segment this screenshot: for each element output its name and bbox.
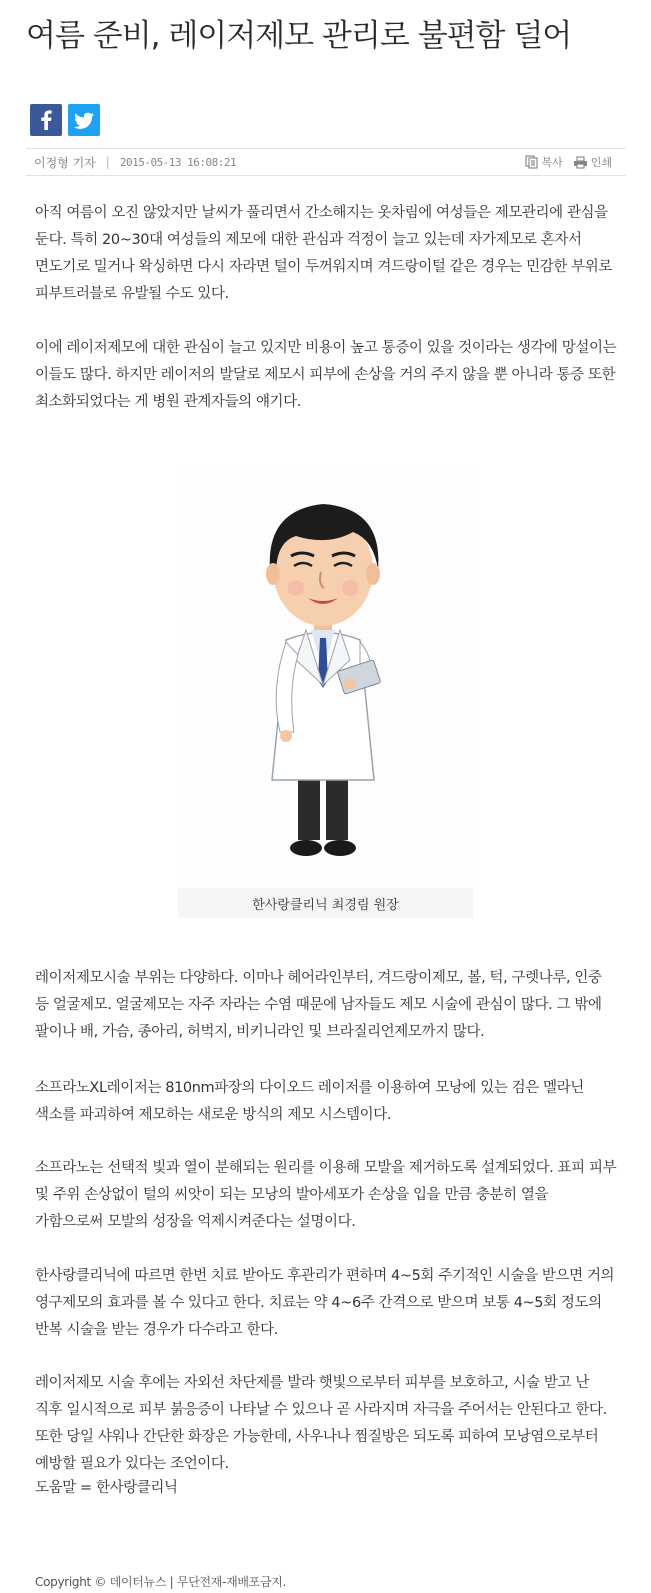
print-button[interactable] xyxy=(573,154,612,170)
printer-icon xyxy=(573,156,588,169)
article-paragraph: 소프라노XL레이저는 810nm파장의 다이오드 레이저를 이용하여 모낭에 있는 검은 멜라닌 색소를 파괴하여 제모하는 새로운 방식의 제모 시스템이다. xyxy=(35,1080,584,1123)
share-buttons xyxy=(30,104,100,136)
article-title: 여름 준비, 레이저제모 관리로 불편함 덜어 xyxy=(26,18,572,54)
twitter-icon xyxy=(68,104,100,136)
doctor-caricature-illustration xyxy=(178,470,473,888)
help-credit: 도움말 = 한사랑클리닉 xyxy=(35,1480,178,1496)
print-label: 인쇄 xyxy=(590,156,612,169)
article-figure xyxy=(178,470,473,918)
publish-date: 2015-05-13 16:08:21 xyxy=(119,155,237,169)
article-tools xyxy=(525,154,626,170)
copyright-footer: Copyright © 데이터뉴스 | 무단전재-재배포금지. xyxy=(35,1575,287,1589)
meta-divider: | xyxy=(105,155,110,169)
article-meta xyxy=(26,148,626,176)
author-name: 이정형 기자 xyxy=(34,155,96,170)
article-paragraph: 한사랑클리닉에 따르면 한번 치료 받아도 후관리가 편하며 4~5회 주기적인 시술을 받으면 거의 영구제모의 효과를 볼 수 있다고 한다. 치료는 약 4~6주 간격으로 받으며 보통 4~5회 정도의 반복 시술을 받는 경우가 다수라고 한다. xyxy=(35,1268,615,1338)
article-paragraph: 이에 레이저제모에 대한 관심이 늘고 있지만 비용이 높고 통증이 있을 것이라는 생각에 망설이는 이들도 많다. 하지만 레이저의 발달로 제모시 피부에 손상을 거의 주지 않을 뿐 아니라 통증 또한 최소화되었다는 게 병원 관계자들의 얘기다. xyxy=(35,340,617,410)
facebook-share-button[interactable] xyxy=(30,104,62,136)
copy-button[interactable] xyxy=(525,154,562,170)
twitter-share-button[interactable] xyxy=(68,104,100,136)
article-paragraph: 아직 여름이 오진 않았지만 날씨가 풀리면서 간소해지는 옷차림에 여성들은 제모관리에 관심을 둔다. 특히 20~30대 여성들의 제모에 대한 관심과 걱정이 늘고 있는데 자가제모로 혼자서 면도기로 밀거나 왁싱하면 다시 자라면 털이 두꺼워지며 겨드랑이털 같은 경우는 민감한 부위로 피부트러블로 유발될 수도 있다. xyxy=(35,205,612,302)
facebook-icon xyxy=(30,104,62,136)
article-paragraph: 레이저제모시술 부위는 다양하다. 이마나 헤어라인부터, 겨드랑이제모, 볼, 턱, 구렛나루, 인중 등 얼굴제모. 얼굴제모는 자주 자라는 수염 때문에 남자들도 제모 시술에 관심이 많다. 그 밖에 팔이나 배, 가슴, 종아리, 허벅지, 비키니라인 및 브라질리언제모까지 많다. xyxy=(35,970,602,1040)
figure-caption: 한사랑클리닉 최경림 원장 xyxy=(178,888,473,918)
copy-icon xyxy=(525,155,538,169)
article-paragraph: 레이저제모 시술 후에는 자외선 차단제를 발라 햇빛으로부터 피부를 보호하고, 시술 받고 난 직후 일시적으로 피부 붉응증이 나타날 수 있으나 곧 사라지며 자극을 주어서는 안된다고 한다. 또한 당일 샤워나 간단한 화장은 가능한데, 사우나나 찜질방은 되도록 피하여 모낭염으로부터 예방할 필요가 있다는 조언이다. xyxy=(35,1375,607,1472)
article-paragraph: 소프라노는 선택적 빛과 열이 분해되는 원리를 이용해 모발을 제거하도록 설계되었다. 표피 피부 및 주위 손상없이 털의 씨앗이 되는 모낭의 발아세포가 손상을 입을 만큼 충분히 열을 가함으로써 모발의 성장을 억제시켜준다는 설명이다. xyxy=(35,1160,617,1230)
copy-label: 복사 xyxy=(541,156,563,169)
